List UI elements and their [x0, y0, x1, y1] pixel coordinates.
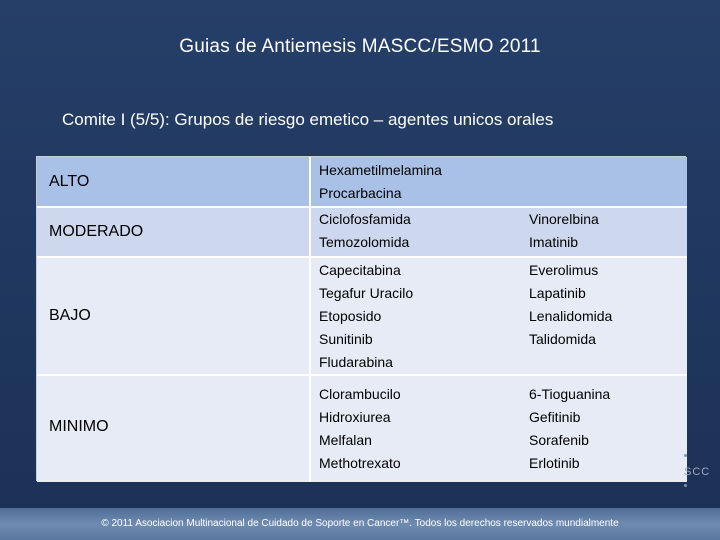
row-divider	[37, 374, 687, 376]
agent-name: Tegafur Uracilo	[319, 285, 414, 301]
agent-name: Talidomida	[529, 331, 596, 347]
agents-cell-2	[529, 383, 610, 475]
agent-name: Procarbacina	[319, 185, 402, 201]
agent-name: Hidroxiurea	[319, 409, 391, 425]
copyright-footer: © 2011 Asociacion Multinacional de Cuidado de Soporte en Cancer™. Todos los derechos reservados mundialmente	[101, 518, 619, 529]
decorative-dot	[684, 454, 687, 457]
agent-name: Temozolomida	[319, 234, 410, 250]
table-row	[37, 157, 687, 207]
agent-name: Lenalidomida	[529, 308, 613, 324]
agent-name: Sunitinib	[319, 331, 373, 347]
agent-name: Imatinib	[529, 234, 579, 250]
agent-name: Capecitabina	[319, 262, 401, 278]
category-label: ALTO	[49, 173, 90, 190]
agent-name: Clorambucilo	[319, 386, 401, 402]
agents-cell-2	[529, 208, 599, 254]
agent-name: Erlotinib	[529, 455, 580, 471]
agent-name: Etoposido	[319, 308, 382, 324]
slide-title: Guias de Antiemesis MASCC/ESMO 2011	[179, 36, 541, 57]
agent-name: Ciclofosfamida	[319, 211, 411, 227]
mascc-logo-fragment: SCC	[684, 466, 711, 478]
agents-cell-2	[529, 259, 612, 351]
agents-cell-1	[319, 208, 411, 254]
agents-cell-1	[319, 159, 442, 205]
agent-name: Melfalan	[319, 432, 372, 448]
slide-subtitle: Comite I (5/5): Grupos de riesgo emetico – agentes unicos orales	[62, 110, 554, 129]
agent-name: Gefitinib	[529, 409, 581, 425]
agent-name: Fludarabina	[319, 354, 393, 370]
agents-cell-1	[319, 259, 413, 374]
decorative-dot	[684, 484, 687, 487]
table-row	[37, 207, 687, 257]
row-divider	[37, 256, 687, 258]
agents-cell-1	[319, 383, 401, 475]
agent-name: Lapatinib	[529, 285, 586, 301]
agent-name: Everolimus	[529, 262, 599, 278]
category-label: MODERADO	[49, 223, 144, 240]
table-row	[37, 375, 687, 482]
row-divider	[37, 206, 687, 208]
agent-name: Vinorelbina	[529, 211, 599, 227]
table-row	[37, 257, 687, 375]
category-label: BAJO	[49, 307, 91, 324]
risk-groups-table	[36, 156, 686, 481]
column-divider	[309, 157, 311, 482]
agent-name: Sorafenib	[529, 432, 589, 448]
category-label: MINIMO	[49, 418, 109, 435]
agent-name: 6-Tioguanina	[529, 386, 611, 402]
agent-name: Hexametilmelamina	[319, 162, 442, 178]
agent-name: Methotrexato	[319, 455, 401, 471]
